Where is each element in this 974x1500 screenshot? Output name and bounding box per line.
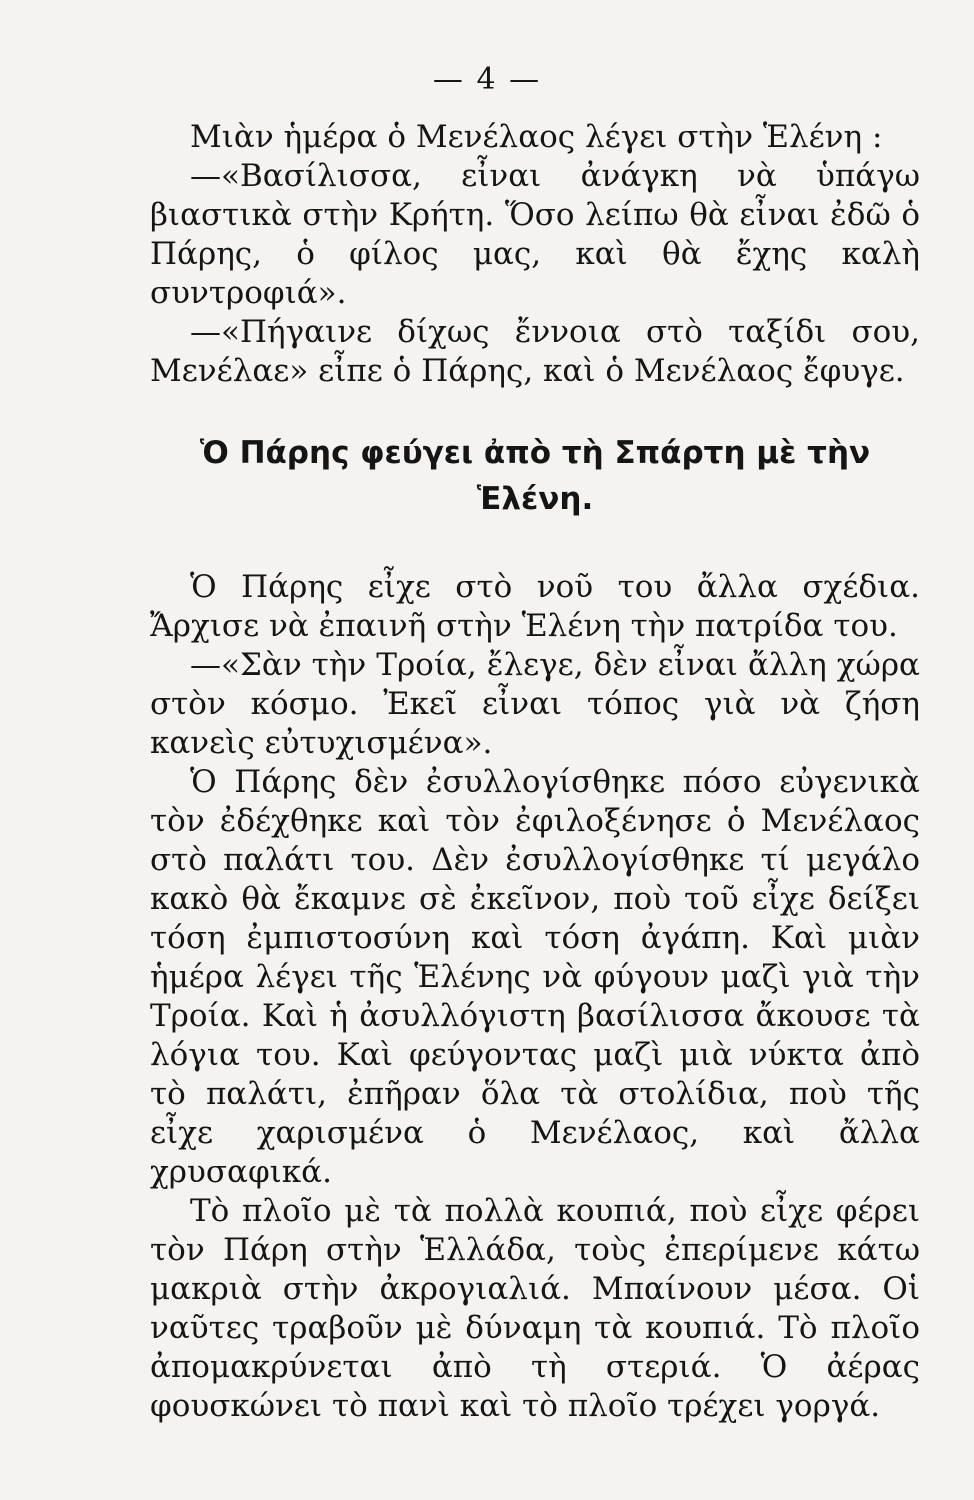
paragraph: —«Σὰν τὴν Τροία, ἔλεγε, δὲν εἶναι ἄλλη χώρα στὸν κόσμο. Ἐκεῖ εἶναι τόπος γιὰ νὰ ζήση κανεὶς εὐτυχισμένα».	[150, 647, 920, 761]
section-heading-line-1: Ὁ Πάρης φεύγει ἀπὸ τὴ Σπάρτη μὲ τὴν	[199, 435, 871, 471]
section-heading	[150, 430, 920, 522]
section-2-text	[150, 568, 920, 1426]
paragraph: Τὸ πλοῖο μὲ τὰ πολλὰ κουπιά, ποὺ εἶχε φέρει τὸν Πάρη στὴν Ἑλλάδα, τοὺς ἐπερίμενε κάτω μακριὰ στὴν ἀκρογιαλιά. Μπαίνουν μέσα. Οἱ ναῦτες τραβοῦν μὲ δύναμη τὰ κουπιά. Τὸ πλοῖο ἀπομακρύνεται ἀπὸ τὴ στεριά. Ὁ ἀέρας φουσκώνει τὸ πανὶ καὶ τὸ πλοῖο τρέχει γοργά.	[150, 1193, 920, 1424]
page-number: — 4 —	[432, 62, 542, 97]
paragraph: Μιὰν ἡμέρα ὁ Μενέλαος λέγει στὴν Ἑλένη :	[190, 119, 883, 155]
section-heading-line-2: Ἑλένη.	[476, 481, 594, 517]
paragraph: —«Βασίλισσα, εἶναι ἀνάγκη νὰ ὑπάγω βιαστικὰ στὴν Κρήτη. Ὅσο λείπω θὰ εἶναι ἐδῶ ὁ Πάρης, ὁ φίλος μας, καὶ θὰ ἔχης καλὴ συντροφιά».	[150, 158, 920, 311]
section-1-text	[150, 118, 920, 391]
paragraph: —«Πήγαινε δίχως ἔννοια στὸ ταξίδι σου, Μενέλαε» εἶπε ὁ Πάρης, καὶ ὁ Μενέλαος ἔφυγε.	[150, 314, 920, 389]
paragraph: Ὁ Πάρης δὲν ἐσυλλογίσθηκε πόσο εὐγενικὰ τὸν ἐδέχθηκε καὶ τὸν ἐφιλοξένησε ὁ Μενέλαος στὸ παλάτι του. Δὲν ἐσυλλογίσθηκε τί μεγάλο κακὸ θὰ ἔκαμνε σὲ ἐκεῖνον, ποὺ τοῦ εἶχε δείξει τόση ἐμπιστοσύνη καὶ τόση ἀγάπη. Καὶ μιὰν ἡμέρα λέγει τῆς Ἑλένης νὰ φύγουν μαζὶ γιὰ τὴν Τροία. Καὶ ἡ ἀσυλλόγιστη βασίλισσα ἄκουσε τὰ λόγια του. Καὶ φεύγοντας μαζὶ μιὰ νύκτα ἀπὸ τὸ παλάτι, ἐπῆραν ὅλα τὰ στολίδια, ποὺ τῆς εἶχε χαρισμένα ὁ Μενέλαος, καὶ ἄλλα χρυσαφικά.	[150, 764, 920, 1190]
paragraph: Ὁ Πάρης εἶχε στὸ νοῦ του ἄλλα σχέδια. Ἄρχισε νὰ ἐπαινῆ στὴν Ἑλένη τὴν πατρίδα του.	[150, 569, 920, 644]
